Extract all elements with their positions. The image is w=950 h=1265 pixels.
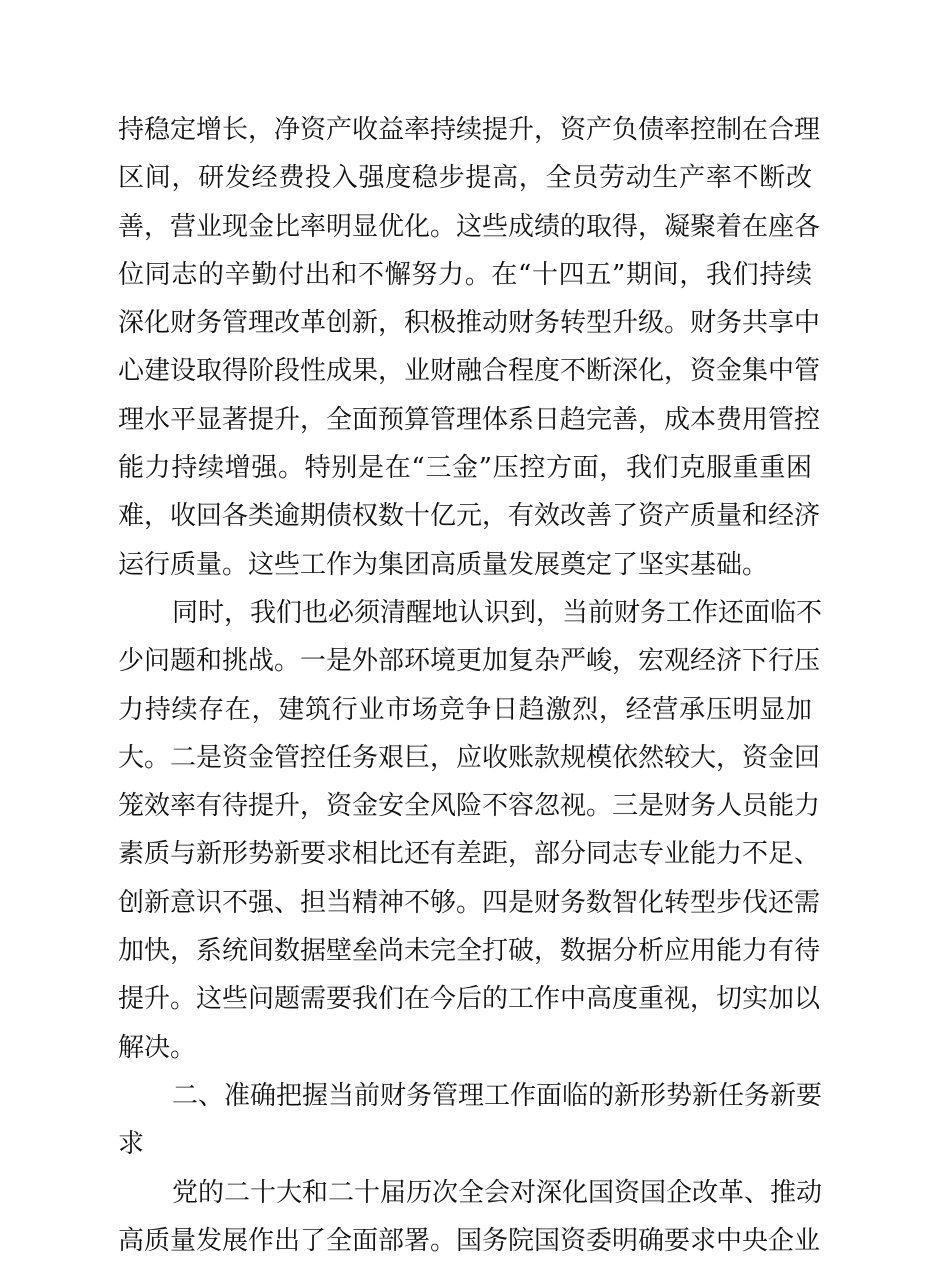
body-text-line: 提升。这些问题需要我们在今后的工作中高度重视，切实加以 bbox=[118, 984, 821, 1015]
body-text-line: 持稳定增长，净资产收益率持续提升，资产负债率控制在合理 bbox=[118, 115, 821, 145]
body-text-line: 心建设取得阶段性成果，业财融合程度不断深化，资金集中管 bbox=[118, 356, 821, 387]
section-heading: 二、准确把握当前财务管理工作面临的新形势新任务新要 bbox=[172, 1080, 823, 1111]
body-text-line: 能力持续增强。特别是在“三金”压控方面，我们克服重重困 bbox=[118, 453, 812, 484]
body-text-line: 加快，系统间数据壁垒尚未完全打破，数据分析应用能力有待 bbox=[118, 936, 821, 967]
section-heading-continued: 求 bbox=[118, 1129, 145, 1160]
body-text-line: 难，收回各类逾期债权数十亿元，有效改善了资产质量和经济 bbox=[118, 501, 821, 532]
body-text-line: 运行质量。这些工作为集团高质量发展奠定了坚实基础。 bbox=[118, 549, 769, 580]
body-text-line: 位同志的辛勤付出和不懈努力。在“十四五”期间，我们持续 bbox=[118, 259, 812, 290]
body-text-line: 善，营业现金比率明显优化。这些成绩的取得，凝聚着在座各 bbox=[118, 211, 821, 242]
body-text-line: 解决。 bbox=[118, 1032, 197, 1063]
body-text-line: 大。二是资金管控任务艰巨，应收账款规模依然较大，资金回 bbox=[118, 742, 821, 773]
body-text-line: 区间，研发经费投入强度稳步提高，全员劳动生产率不断改 bbox=[118, 163, 812, 194]
document-page bbox=[118, 106, 823, 1265]
body-text-line: 素质与新形势新要求相比还有差距，部分同志专业能力不足、 bbox=[118, 839, 821, 870]
body-text-line: 笼效率有待提升，资金安全风险不容忽视。三是财务人员能力 bbox=[118, 791, 821, 822]
body-text-line: 理水平显著提升，全面预算管理体系日趋完善，成本费用管控 bbox=[118, 404, 821, 435]
body-text-line: 深化财务管理改革创新，积极推动财务转型升级。财务共享中 bbox=[118, 308, 821, 339]
paragraph-start-line: 党的二十大和二十届历次全会对深化国资国企改革、推动 bbox=[172, 1177, 823, 1208]
body-text-line: 力持续存在，建筑行业市场竞争日趋激烈，经营承压明显加 bbox=[118, 694, 812, 725]
body-text-line: 高质量发展作出了全面部署。国务院国资委明确要求中央企业 bbox=[118, 1225, 821, 1256]
body-text-line: 创新意识不强、担当精神不够。四是财务数智化转型步伐还需 bbox=[118, 887, 821, 918]
body-text-line: 少问题和挑战。一是外部环境更加复杂严峻，宏观经济下行压 bbox=[118, 646, 821, 677]
paragraph-start-line: 同时，我们也必须清醒地认识到，当前财务工作还面临不 bbox=[172, 597, 823, 628]
